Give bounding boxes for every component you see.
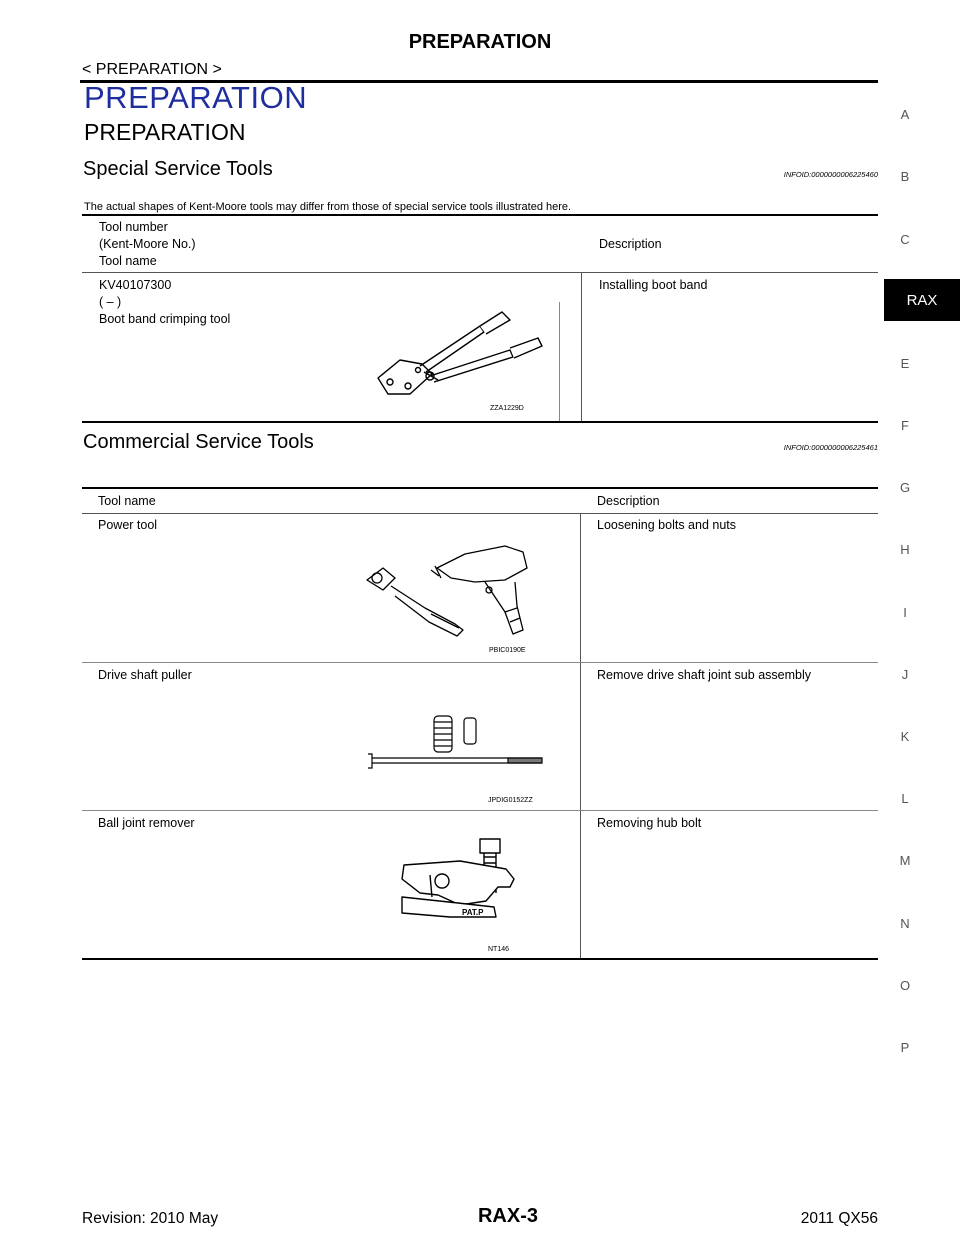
page-header-title: PREPARATION xyxy=(408,31,552,53)
side-index-k[interactable]: K xyxy=(900,729,910,744)
side-index-f[interactable]: F xyxy=(901,418,909,433)
side-index-h[interactable]: H xyxy=(900,542,910,557)
special-tools-note: The actual shapes of Kent-Moore tools may differ from those of special service tools illustrated here. xyxy=(84,201,572,213)
side-index-n[interactable]: N xyxy=(900,916,910,931)
commercial-tools-title: Commercial Service Tools xyxy=(83,431,314,453)
commercial-col-desc-header: Description xyxy=(597,494,660,508)
special-col-tool-line3: Tool name xyxy=(99,254,157,268)
special-col-desc-header: Description xyxy=(599,237,662,251)
side-index-g[interactable]: G xyxy=(899,480,911,495)
subsection-heading: PREPARATION xyxy=(84,119,246,145)
side-index-a[interactable]: A xyxy=(900,107,910,122)
commercial-row-2-tool: Drive shaft puller xyxy=(98,668,192,682)
side-index-o[interactable]: O xyxy=(899,978,911,993)
commercial-table-top-rule xyxy=(82,487,878,489)
side-index-l[interactable]: L xyxy=(901,791,909,806)
commercial-row-2-desc: Remove drive shaft joint sub assembly xyxy=(597,668,811,682)
special-table-bottom-rule xyxy=(82,421,878,423)
power-tool-illustration xyxy=(355,538,555,656)
side-index-j[interactable]: J xyxy=(901,667,909,682)
special-row-caption: ZZA1229D xyxy=(490,405,524,412)
commercial-row-1-desc: Loosening bolts and nuts xyxy=(597,518,736,532)
special-figure-frame xyxy=(559,302,560,422)
side-index-b[interactable]: B xyxy=(900,169,910,184)
commercial-table-bottom-rule xyxy=(82,958,878,960)
special-col-tool-line2: (Kent-Moore No.) xyxy=(99,237,196,251)
boot-band-crimping-tool-illustration xyxy=(360,302,560,414)
commercial-row-1-rule xyxy=(82,662,878,663)
commercial-row-2-rule xyxy=(82,810,878,811)
ball-joint-remover-illustration xyxy=(390,835,540,955)
commercial-row-3-tool: Ball joint remover xyxy=(98,816,195,830)
side-index-m[interactable]: M xyxy=(899,853,911,868)
footer-page-number: RAX-3 xyxy=(477,1205,538,1227)
side-index-active[interactable]: RAX xyxy=(884,279,960,321)
commercial-row-1-caption: PBIC0190E xyxy=(489,647,526,654)
special-table-top-rule xyxy=(82,214,878,216)
special-col-tool-line1: Tool number xyxy=(99,220,168,234)
commercial-table-divider xyxy=(580,513,581,959)
commercial-row-3-desc: Removing hub bolt xyxy=(597,816,702,830)
drive-shaft-puller-illustration xyxy=(358,708,558,806)
special-row-tool-name: Boot band crimping tool xyxy=(99,312,231,326)
special-tools-title: Special Service Tools xyxy=(83,158,273,180)
side-index-e[interactable]: E xyxy=(900,356,910,371)
special-row-desc: Installing boot band xyxy=(599,278,708,292)
commercial-row-2-caption: JPDIG0152ZZ xyxy=(488,797,533,804)
commercial-table-header-rule xyxy=(82,513,878,514)
commercial-col-tool-header: Tool name xyxy=(98,494,156,508)
special-row-kent-moore: ( – ) xyxy=(99,295,122,309)
plate-marking: PAT.P xyxy=(462,908,484,917)
special-row-tool xyxy=(99,277,230,328)
footer-model: 2011 QX56 xyxy=(800,1210,878,1227)
special-table-header-rule xyxy=(82,272,878,273)
side-index-i[interactable]: I xyxy=(903,605,907,620)
special-col-tool-header xyxy=(99,219,196,270)
commercial-row-1-tool: Power tool xyxy=(98,518,158,532)
commercial-row-3-caption: NT146 xyxy=(488,946,510,953)
special-table-divider xyxy=(581,272,582,422)
side-index-p[interactable]: P xyxy=(900,1040,910,1055)
special-row-tool-number: KV40107300 xyxy=(99,278,172,292)
footer-revision: Revision: 2010 May xyxy=(82,1210,219,1227)
commercial-tools-infoid: INFOID:0000000006225461 xyxy=(783,443,878,452)
breadcrumb: < PREPARATION > xyxy=(82,61,222,78)
special-tools-infoid: INFOID:0000000006225460 xyxy=(783,170,878,179)
side-index-c[interactable]: C xyxy=(900,232,910,247)
section-heading: PREPARATION xyxy=(84,80,308,115)
